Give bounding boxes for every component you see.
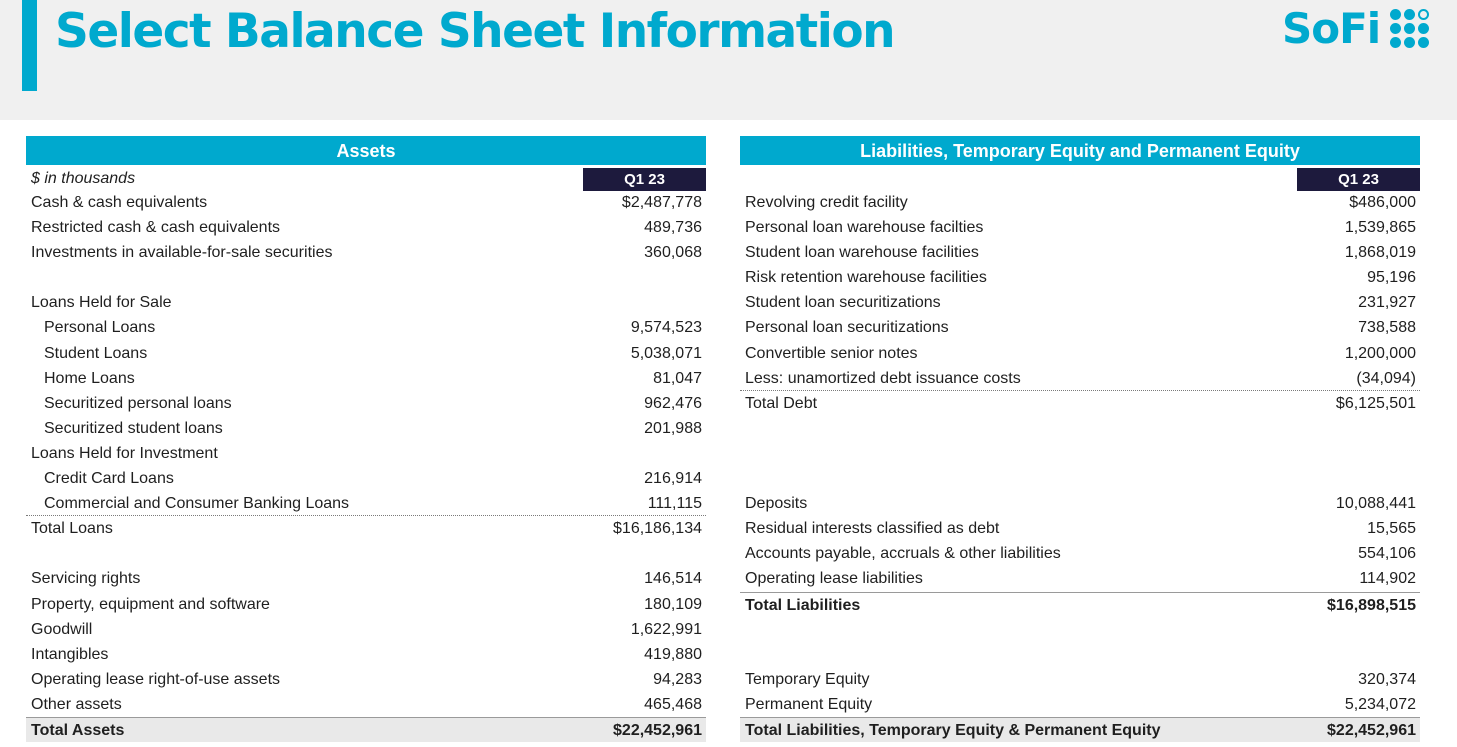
liabilities-row — [740, 667, 1420, 692]
assets-row-label: Cash & cash equivalents — [31, 194, 208, 211]
liabilities-row — [740, 315, 1420, 340]
assets-row — [26, 190, 706, 215]
liabilities-row — [740, 541, 1420, 566]
assets-row-label: Investments in available-for-sale securities — [31, 244, 333, 262]
liabilities-period-header: Q1 23 — [1297, 168, 1420, 191]
units-note: $ in thousands — [31, 170, 136, 187]
assets-row-label: Restricted cash & cash equivalents — [31, 219, 281, 237]
liabilities-row-label: Convertible senior notes — [745, 344, 918, 362]
assets-row-value: 81,047 — [653, 369, 702, 387]
liabilities-row-label: Risk retention warehouse facilities — [745, 269, 987, 287]
liabilities-row-value: $486,000 — [1349, 194, 1416, 211]
assets-period-header: Q1 23 — [583, 168, 706, 191]
assets-table — [26, 136, 706, 742]
assets-row-label: Goodwill — [31, 620, 93, 638]
assets-row-label: Operating lease right-of-use assets — [31, 670, 281, 688]
liabilities-row-value: 1,868,019 — [1344, 244, 1416, 262]
assets-row — [26, 617, 706, 642]
liabilities-rows — [740, 190, 1420, 742]
assets-row-label: Servicing rights — [31, 570, 141, 588]
liabilities-row-value: (34,094) — [1356, 369, 1416, 387]
assets-row-value: 360,068 — [644, 244, 702, 262]
assets-row — [26, 541, 706, 566]
assets-row-label: Personal Loans — [44, 319, 156, 337]
assets-column-header-row — [26, 165, 706, 190]
assets-row — [26, 366, 706, 391]
assets-row — [26, 717, 706, 742]
assets-row-value: 9,574,523 — [630, 319, 702, 337]
assets-row — [26, 592, 706, 617]
liabilities-row-label: Total Liabilities — [745, 596, 861, 614]
assets-row — [26, 466, 706, 491]
page-header — [0, 0, 1457, 120]
liabilities-row-value: 10,088,441 — [1335, 495, 1416, 513]
liabilities-row-label: Deposits — [745, 495, 808, 513]
assets-row-value: 962,476 — [644, 394, 702, 412]
liabilities-row-value: 231,927 — [1358, 294, 1416, 312]
liabilities-row-label: Residual interests classified as debt — [745, 520, 1000, 538]
liabilities-row — [740, 240, 1420, 265]
liabilities-row — [740, 341, 1420, 366]
assets-row-label: Credit Card Loans — [44, 470, 174, 488]
assets-row — [26, 441, 706, 466]
assets-row — [26, 566, 706, 591]
assets-row-value: 201,988 — [644, 419, 702, 437]
assets-row-label: Total Loans — [31, 520, 113, 538]
logo-text: SoFi — [1282, 3, 1381, 53]
assets-header: Assets — [26, 136, 706, 165]
liabilities-table — [740, 136, 1420, 742]
assets-row-value: 180,109 — [644, 595, 702, 613]
liabilities-row — [740, 466, 1420, 491]
assets-row-value: 146,514 — [644, 570, 702, 588]
liabilities-row-label: Accounts payable, accruals & other liabilities — [745, 545, 1061, 563]
assets-row-value: 94,283 — [653, 670, 702, 688]
liabilities-row-label: Less: unamortized debt issuance costs — [745, 369, 1021, 387]
liabilities-row — [740, 491, 1420, 516]
assets-row — [26, 516, 706, 541]
liabilities-row — [740, 290, 1420, 315]
assets-row — [26, 215, 706, 240]
liabilities-row — [740, 592, 1420, 617]
assets-row-value: $16,186,134 — [613, 520, 702, 538]
assets-row-label: Other assets — [31, 695, 122, 713]
liabilities-row-label: Total Liabilities, Temporary Equity & Permanent Equity — [745, 721, 1161, 739]
assets-row-value: 489,736 — [644, 219, 702, 237]
liabilities-row-label: Personal loan securitizations — [745, 319, 949, 337]
assets-row-label: Intangibles — [31, 645, 109, 663]
assets-row-value: 419,880 — [644, 645, 702, 663]
liabilities-row-label: Temporary Equity — [745, 670, 870, 688]
assets-row — [26, 416, 706, 441]
liabilities-row — [740, 190, 1420, 215]
liabilities-row-value: $16,898,515 — [1327, 596, 1416, 614]
assets-row-label: Home Loans — [44, 369, 135, 387]
assets-rows — [26, 190, 706, 742]
assets-row — [26, 491, 706, 516]
liabilities-row — [740, 441, 1420, 466]
liabilities-row — [740, 642, 1420, 667]
liabilities-row — [740, 391, 1420, 416]
page-title: Select Balance Sheet Information — [55, 4, 895, 59]
assets-row-value: 5,038,071 — [630, 344, 702, 362]
liabilities-row-value: 1,200,000 — [1344, 344, 1416, 362]
assets-row-value: 216,914 — [644, 470, 702, 488]
sofi-logo — [1282, 2, 1429, 54]
assets-row-label: Securitized student loans — [44, 419, 223, 437]
liabilities-row — [740, 692, 1420, 717]
liabilities-row-value: 738,588 — [1358, 319, 1416, 337]
assets-row — [26, 642, 706, 667]
liabilities-row — [740, 566, 1420, 591]
assets-row — [26, 265, 706, 290]
liabilities-row-value: 114,902 — [1359, 570, 1416, 588]
assets-row — [26, 692, 706, 717]
assets-row-label: Property, equipment and software — [31, 595, 270, 613]
liabilities-row — [740, 265, 1420, 290]
liabilities-row — [740, 215, 1420, 240]
liabilities-row-value: 5,234,072 — [1344, 695, 1416, 713]
assets-row — [26, 290, 706, 315]
liabilities-row-label: Total Debt — [745, 394, 818, 412]
assets-row — [26, 391, 706, 416]
liabilities-row-value: 554,106 — [1358, 545, 1416, 563]
assets-row-value: $2,487,778 — [621, 194, 702, 211]
liabilities-row-label: Student loan warehouse facilities — [745, 244, 979, 262]
liabilities-row-value: $6,125,501 — [1335, 394, 1416, 412]
assets-row-value: 1,622,991 — [630, 620, 702, 638]
assets-row-label: Total Assets — [31, 721, 125, 739]
liabilities-column-header-row — [740, 165, 1420, 190]
liabilities-row-value: 15,565 — [1367, 520, 1416, 538]
liabilities-row — [740, 717, 1420, 742]
liabilities-row-value: 1,539,865 — [1344, 219, 1416, 237]
liabilities-row-label: Personal loan warehouse facilties — [745, 219, 984, 237]
assets-row-label: Securitized personal loans — [44, 394, 232, 412]
assets-row-value: $22,452,961 — [613, 721, 702, 739]
liabilities-row-label: Permanent Equity — [745, 695, 873, 713]
liabilities-row — [740, 366, 1420, 391]
assets-row-label: Loans Held for Investment — [31, 444, 218, 462]
liabilities-row-label: Revolving credit facility — [745, 194, 908, 211]
liabilities-row — [740, 416, 1420, 441]
assets-row-label: Student Loans — [44, 344, 148, 362]
assets-row — [26, 667, 706, 692]
liabilities-row-value: 95,196 — [1367, 269, 1416, 287]
accent-bar — [22, 0, 37, 91]
liabilities-row — [740, 516, 1420, 541]
liabilities-row-value: 320,374 — [1358, 670, 1416, 688]
liabilities-row-label: Operating lease liabilities — [745, 570, 923, 588]
assets-row — [26, 315, 706, 340]
assets-row-value: 111,115 — [647, 495, 702, 513]
liabilities-row-label: Student loan securitizations — [745, 294, 941, 312]
liabilities-header: Liabilities, Temporary Equity and Permanent Equity — [740, 136, 1420, 165]
assets-row-value: 465,468 — [644, 695, 702, 713]
logo-dots-icon — [1390, 9, 1429, 48]
assets-row — [26, 240, 706, 265]
assets-row — [26, 341, 706, 366]
liabilities-row — [740, 617, 1420, 642]
assets-row-label: Loans Held for Sale — [31, 294, 172, 312]
liabilities-row-value: $22,452,961 — [1327, 721, 1416, 739]
assets-row-label: Commercial and Consumer Banking Loans — [44, 495, 350, 513]
